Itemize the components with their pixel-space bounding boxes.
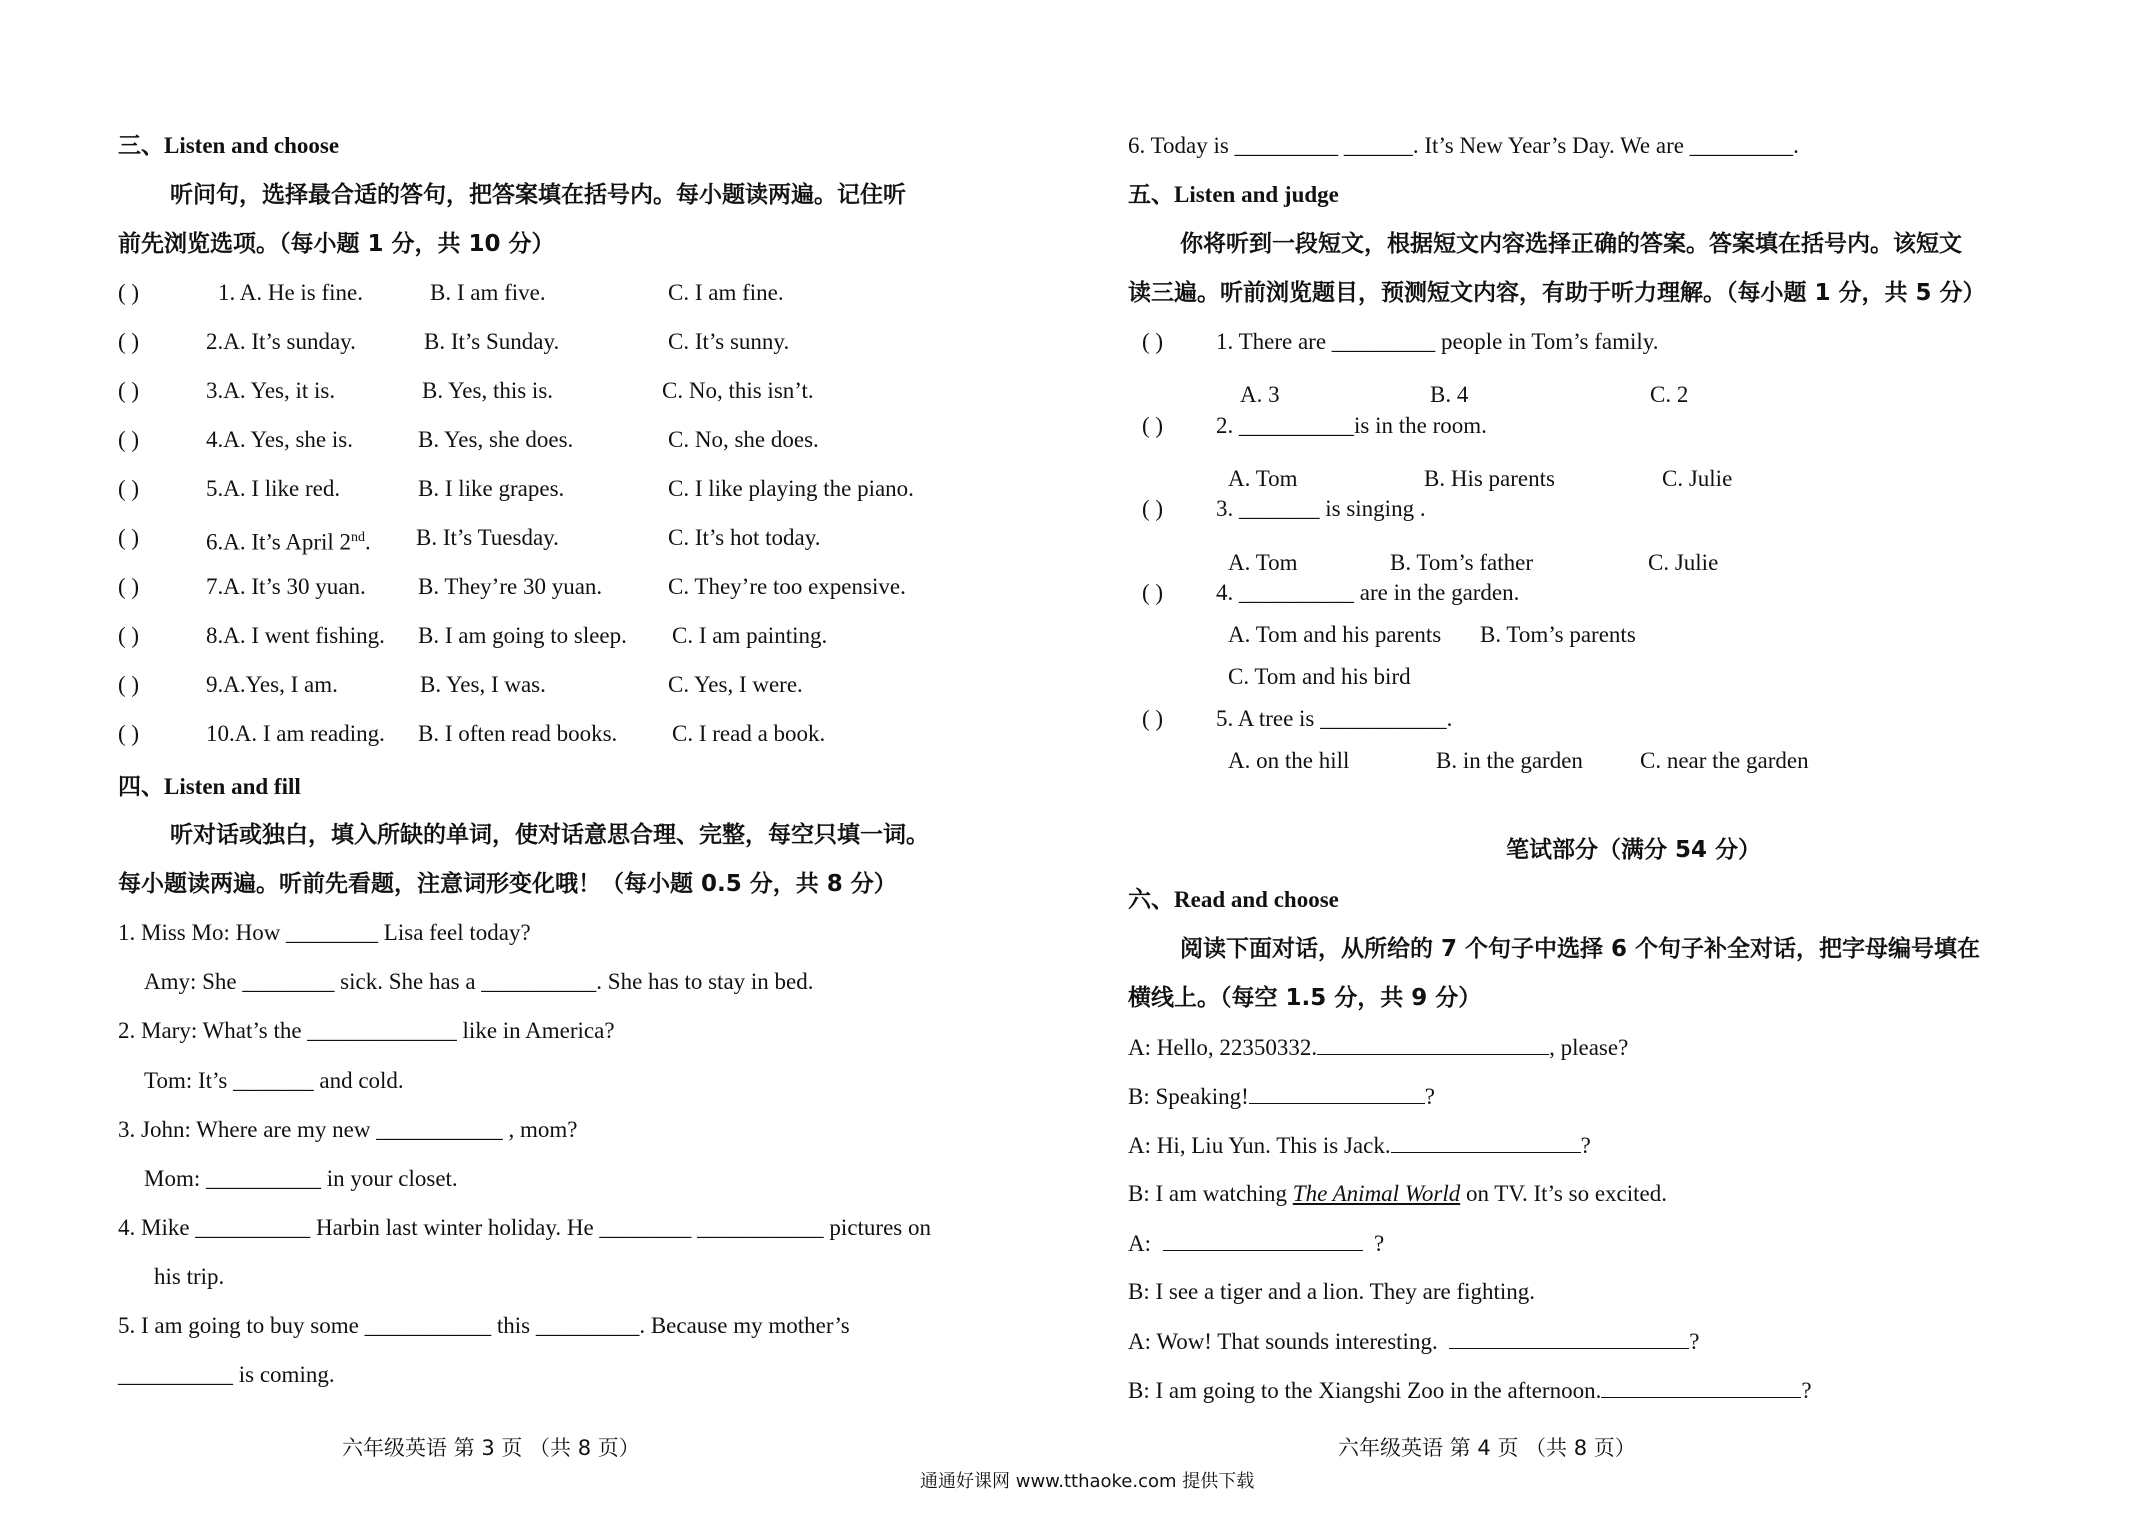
answer-parentheses[interactable]: ( ) [1142, 413, 1164, 438]
option-c: C. No, this isn’t. [662, 378, 814, 403]
answer-parentheses[interactable]: ( ) [118, 378, 140, 403]
answer-parentheses[interactable]: ( ) [1142, 329, 1164, 354]
judge-option: B. 4 [1430, 382, 1469, 407]
option-b: B. They’re 30 yuan. [418, 574, 603, 599]
option-a: 2.A. It’s sunday. [206, 329, 356, 354]
answer-parentheses[interactable]: ( ) [118, 476, 140, 501]
dialog-line-2: B: Speaking! ? [1128, 1081, 1435, 1112]
fill-line-2: Amy: She ________ sick. She has a __________. She has to stay in bed. [144, 969, 814, 994]
fill-line-8: his trip. [154, 1264, 225, 1289]
page-footer-right: 六年级英语 第 4 页 （共 8 页） [1338, 1436, 1636, 1460]
option-b: B. It’s Sunday. [424, 329, 560, 354]
dialog-line-4: B: I am watching The Animal World on TV. It’s so excited. [1128, 1181, 1667, 1206]
fill-line-1: 1. Miss Mo: How ________ Lisa feel today? [118, 920, 531, 945]
judge-option: C. 2 [1650, 382, 1689, 407]
section-3-instruction-1: 听问句，选择最合适的答句，把答案填在括号内。每小题读两遍。记住听 [170, 182, 906, 208]
answer-parentheses[interactable]: ( ) [1142, 706, 1164, 731]
option-b: B. I often read books. [418, 721, 618, 746]
section-5-instruction-2: 读三遍。听前浏览题目，预测短文内容，有助于听力理解。（每小题 1 分，共 5 分） [1128, 280, 1986, 306]
judge-option: A. Tom [1228, 466, 1298, 491]
fill-line-7: 4. Mike __________ Harbin last winter holiday. He ________ ___________ pictures on [118, 1215, 931, 1240]
option-b: B. Yes, this is. [422, 378, 554, 403]
answer-parentheses[interactable]: ( ) [118, 329, 140, 354]
answer-parentheses[interactable]: ( ) [118, 427, 140, 452]
dialog-line-3: A: Hi, Liu Yun. This is Jack. ? [1128, 1130, 1591, 1161]
option-a-tail: . [365, 529, 371, 555]
judge-option: C. Julie [1662, 466, 1733, 491]
fill-line-4: Tom: It’s _______ and cold. [144, 1068, 404, 1093]
dialog-line-6: B: I see a tiger and a lion. They are fighting. [1128, 1279, 1536, 1304]
option-c: C. They’re too expensive. [668, 574, 906, 599]
fill-line-9: 5. I am going to buy some ___________ this _________. Because my mother’s [118, 1313, 850, 1338]
judge-question: 4. __________ are in the garden. [1216, 580, 1520, 605]
section-4-instruction-2: 每小题读两遍。听前先看题，注意词形变化哦！（每小题 0.5 分，共 8 分） [118, 871, 897, 897]
option-c: C. I read a book. [672, 721, 826, 746]
judge-option: A. on the hill [1228, 748, 1350, 773]
answer-parentheses[interactable]: ( ) [118, 721, 140, 746]
judge-question: 1. There are _________ people in Tom’s family. [1216, 329, 1659, 354]
answer-parentheses[interactable]: ( ) [1142, 580, 1164, 605]
option-c: C. I am fine. [668, 280, 784, 305]
answer-blank[interactable] [1601, 1375, 1801, 1398]
judge-option: B. in the garden [1436, 748, 1583, 773]
judge-option: B. Tom’s father [1390, 550, 1533, 575]
answer-parentheses[interactable]: ( ) [118, 623, 140, 648]
option-b: B. I am going to sleep. [418, 623, 627, 648]
answer-parentheses[interactable]: ( ) [1142, 496, 1164, 521]
fill-line-6-right: 6. Today is _________ ______. It’s New Year’s Day. We are _________. [1128, 133, 1799, 158]
dialog-line-8: B: I am going to the Xiangshi Zoo in the afternoon. ? [1128, 1375, 1812, 1406]
option-b: B. Yes, she does. [418, 427, 574, 452]
judge-option: C. near the garden [1640, 748, 1809, 773]
tv-show-title: The Animal World [1292, 1181, 1461, 1206]
option-c: C. It’s sunny. [668, 329, 790, 354]
option-a: 4.A. Yes, she is. [206, 427, 353, 452]
written-part-title: 笔试部分（满分 54 分） [1506, 837, 1762, 863]
judge-option: B. His parents [1424, 466, 1555, 491]
page-footer-left: 六年级英语 第 3 页 （共 8 页） [342, 1436, 640, 1460]
answer-blank[interactable] [1163, 1228, 1363, 1251]
option-a: 5.A. I like red. [206, 476, 341, 501]
option-a: 9.A.Yes, I am. [206, 672, 338, 697]
option-b: B. I like grapes. [418, 476, 565, 501]
option-a-text: 6.A. It’s April 2 [206, 529, 352, 555]
answer-parentheses[interactable]: ( ) [118, 280, 140, 305]
watermark-text: 通通好课网 www.tthaoke.com 提供下载 [920, 1471, 1255, 1492]
answer-parentheses[interactable]: ( ) [118, 525, 140, 550]
section-6-instruction-1: 阅读下面对话，从所给的 7 个句子中选择 6 个句子补全对话，把字母编号填在 [1180, 936, 1981, 962]
dialog-line-5: A: ? [1128, 1228, 1384, 1259]
fill-line-5: 3. John: Where are my new ___________ , mom? [118, 1117, 578, 1142]
option-a: 8.A. I went fishing. [206, 623, 385, 648]
judge-option: C. Tom and his bird [1228, 664, 1411, 689]
judge-option: A. Tom [1228, 550, 1298, 575]
option-c: C. No, she does. [668, 427, 819, 452]
section-3-title: 三、Listen and choose [118, 133, 340, 158]
dialog-line-7: A: Wow! That sounds interesting. ? [1128, 1326, 1699, 1357]
section-6-instruction-2: 横线上。（每空 1.5 分，共 9 分） [1128, 985, 1482, 1011]
judge-question: 5. A tree is ___________. [1216, 706, 1453, 731]
option-c: C. I am painting. [672, 623, 828, 648]
answer-parentheses[interactable]: ( ) [118, 672, 140, 697]
judge-option: A. Tom and his parents [1228, 622, 1442, 647]
judge-option: C. Julie [1648, 550, 1719, 575]
answer-parentheses[interactable]: ( ) [118, 574, 140, 599]
answer-blank[interactable] [1249, 1081, 1425, 1104]
option-a: 3.A. Yes, it is. [206, 378, 336, 403]
option-c: C. It’s hot today. [668, 525, 821, 550]
option-a: 10.A. I am reading. [206, 721, 385, 746]
section-4-instruction-1: 听对话或独白，填入所缺的单词，使对话意思合理、完整，每空只填一词。 [170, 822, 929, 848]
dialog-line-1: A: Hello, 22350332. , please? [1128, 1032, 1628, 1063]
judge-option: A. 3 [1240, 382, 1280, 407]
section-5-instruction-1: 你将听到一段短文，根据短文内容选择正确的答案。答案填在括号内。该短文 [1180, 231, 1962, 257]
answer-blank[interactable] [1449, 1326, 1689, 1349]
section-5-title: 五、Listen and judge [1128, 182, 1339, 207]
option-c: C. Yes, I were. [668, 672, 803, 697]
option-c: C. I like playing the piano. [668, 476, 914, 501]
judge-question: 3. _______ is singing . [1216, 496, 1426, 521]
option-b: B. Yes, I was. [420, 672, 546, 697]
judge-option: B. Tom’s parents [1480, 622, 1636, 647]
option-a [206, 523, 371, 558]
fill-line-3: 2. Mary: What’s the _____________ like in America? [118, 1018, 615, 1043]
option-a: 1. A. He is fine. [218, 280, 364, 305]
answer-blank[interactable] [1391, 1130, 1581, 1153]
answer-blank[interactable] [1317, 1032, 1549, 1055]
section-4-title: 四、Listen and fill [118, 774, 301, 799]
option-b: B. It’s Tuesday. [416, 525, 559, 550]
option-a: 7.A. It’s 30 yuan. [206, 574, 366, 599]
option-b: B. I am five. [430, 280, 546, 305]
fill-line-6: Mom: __________ in your closet. [144, 1166, 458, 1191]
fill-line-10: __________ is coming. [118, 1362, 335, 1387]
section-3-instruction-2: 前先浏览选项。（每小题 1 分，共 10 分） [118, 231, 555, 257]
judge-question: 2. __________is in the room. [1216, 413, 1487, 438]
section-6-title: 六、Read and choose [1128, 887, 1339, 912]
ordinal-suffix: nd [351, 530, 366, 545]
